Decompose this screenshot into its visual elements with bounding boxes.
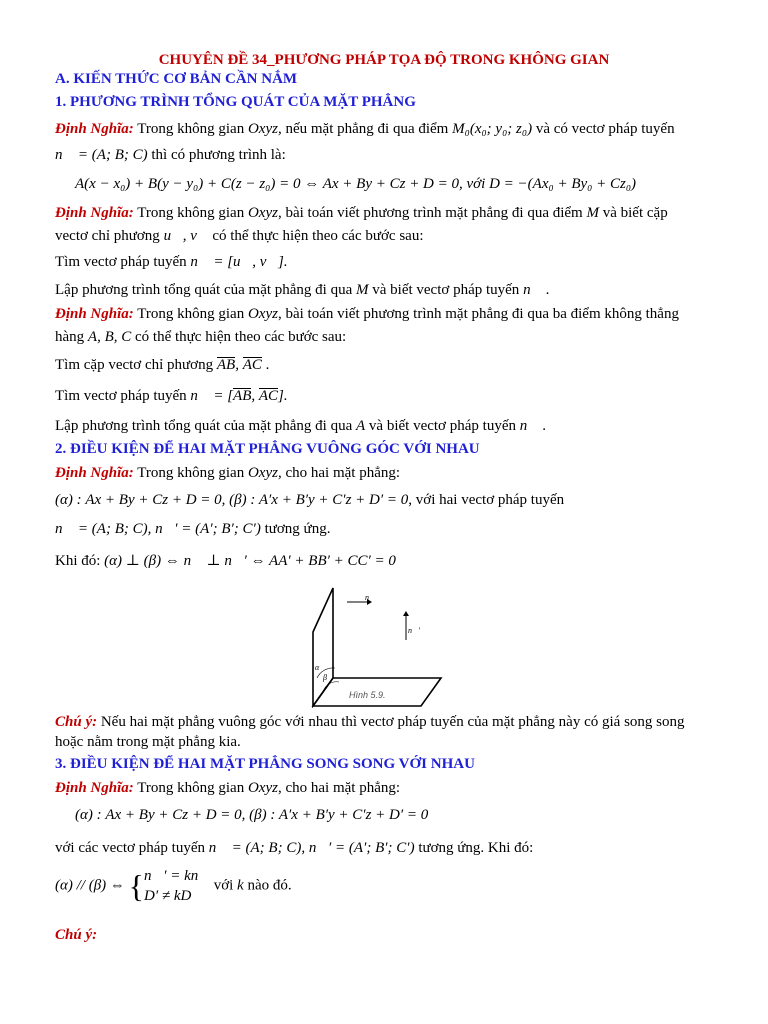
s3-planes: (α) : Ax + By + Cz + D = 0, (β) : A′x + B′y + C′z + D′ = 0 — [75, 807, 429, 823]
step-find-normal: Tìm vectơ pháp tuyến n⃗ = [u⃗, v⃗]. — [55, 254, 288, 270]
step-find-direction-vectors: Tìm cặp vectơ chỉ phương AB, AC . — [55, 357, 270, 373]
step-find-normal-cross: Tìm vectơ pháp tuyến n⃗ = [AB, AC]. — [55, 388, 288, 404]
s3-parallel-condition: (α) // (β) ⇔ { n⃗′ = kn⃗ D′ ≠ kD với k nào đó. — [55, 868, 292, 904]
definition-1-line-2: n⃗ = (A; B; C) thì có phương trình là: — [55, 147, 286, 163]
s2-note-line-2: hoặc nằm trong mặt phẳng kia. — [55, 734, 241, 750]
step-plane-through-m: Lập phương trình tổng quát của mặt phẳng đi qua M và biết vectơ pháp tuyến n⃗ . — [55, 282, 550, 298]
s2-normals: n⃗ = (A; B; C), n⃗′ = (A′; B′; C′) tương ứng. — [55, 521, 331, 537]
label-beta: β — [323, 673, 327, 682]
label-n-prime: n⃗′ — [408, 626, 420, 635]
label-alpha: α — [315, 663, 320, 672]
definition-1-line-1: Định Nghĩa: Trong không gian Oxyz, nếu mặt phẳng đi qua điểm M₀(x₀; y₀; z₀) và có vectơ pháp tuyến — [55, 121, 675, 137]
plane-alpha — [313, 588, 333, 706]
figure-caption: Hình 5.9. — [349, 690, 386, 700]
definition-3-line-2: hàng A, B, C có thể thực hiện theo các bước sau: — [55, 329, 347, 345]
definition-2-line-1: Định Nghĩa: Trong không gian Oxyz, bài toán viết phương trình mặt phẳng đi qua điểm M và biết cặp — [55, 205, 668, 221]
s3-normals: với các vectơ pháp tuyến n⃗ = (A; B; C), n⃗′ = (A′; B′; C′) tương ứng. Khi đó: — [55, 840, 534, 856]
section-3-heading: 3. ĐIỀU KIỆN ĐỂ HAI MẶT PHẲNG SONG SONG VỚI NHAU — [55, 756, 475, 772]
plane-equation: A(x − x₀) + B(y − y₀) + C(z − z₀) = 0 ⇔ Ax + By + Cz + D = 0, với D = −(Ax₀ + By₀ + Cz₀) — [75, 176, 637, 192]
s2-note-line-1: Chú ý: Nếu hai mặt phẳng vuông góc với nhau thì vectơ pháp tuyến của mặt phẳng này có giá song song — [55, 714, 685, 730]
page-title: CHUYÊN ĐỀ 34_PHƯƠNG PHÁP TỌA ĐỘ TRONG KHÔNG GIAN — [158, 52, 610, 68]
section-a-heading: A. KIẾN THỨC CƠ BẢN CẦN NẮM — [55, 71, 298, 87]
step-plane-through-a: Lập phương trình tổng quát của mặt phẳng đi qua A và biết vectơ pháp tuyến n⃗ . — [55, 418, 547, 434]
s3-note-label: Chú ý: — [55, 927, 98, 943]
section-2-heading: 2. ĐIỀU KIỆN ĐỂ HAI MẶT PHẲNG VUÔNG GÓC VỚI NHAU — [55, 441, 480, 457]
s2-planes: (α) : Ax + By + Cz + D = 0, (β) : A′x + B′y + C′z + D′ = 0, với hai vectơ pháp tuyến — [55, 492, 565, 508]
s2-perpendicular-condition: Khi đó: (α) ⊥ (β) ⇔ n⃗ ⊥ n⃗′ ⇔ AA′ + BB′ + CC′ = 0 — [55, 553, 396, 569]
s3-definition: Định Nghĩa: Trong không gian Oxyz, cho hai mặt phẳng: — [55, 780, 401, 796]
s2-definition: Định Nghĩa: Trong không gian Oxyz, cho hai mặt phẳng: — [55, 465, 401, 481]
definition-3-line-1: Định Nghĩa: Trong không gian Oxyz, bài toán viết phương trình mặt phẳng đi qua ba điểm không thẳng — [55, 306, 679, 322]
definition-label: Định Nghĩa: — [55, 121, 134, 137]
note-label: Chú ý: — [55, 714, 98, 730]
definition-2-line-2: vectơ chỉ phương u⃗, v⃗ có thể thực hiện theo các bước sau: — [55, 228, 424, 244]
section-1-heading: 1. PHƯƠNG TRÌNH TỔNG QUÁT CỦA MẶT PHẲNG — [55, 94, 416, 110]
label-n: n⃗ — [365, 593, 376, 602]
